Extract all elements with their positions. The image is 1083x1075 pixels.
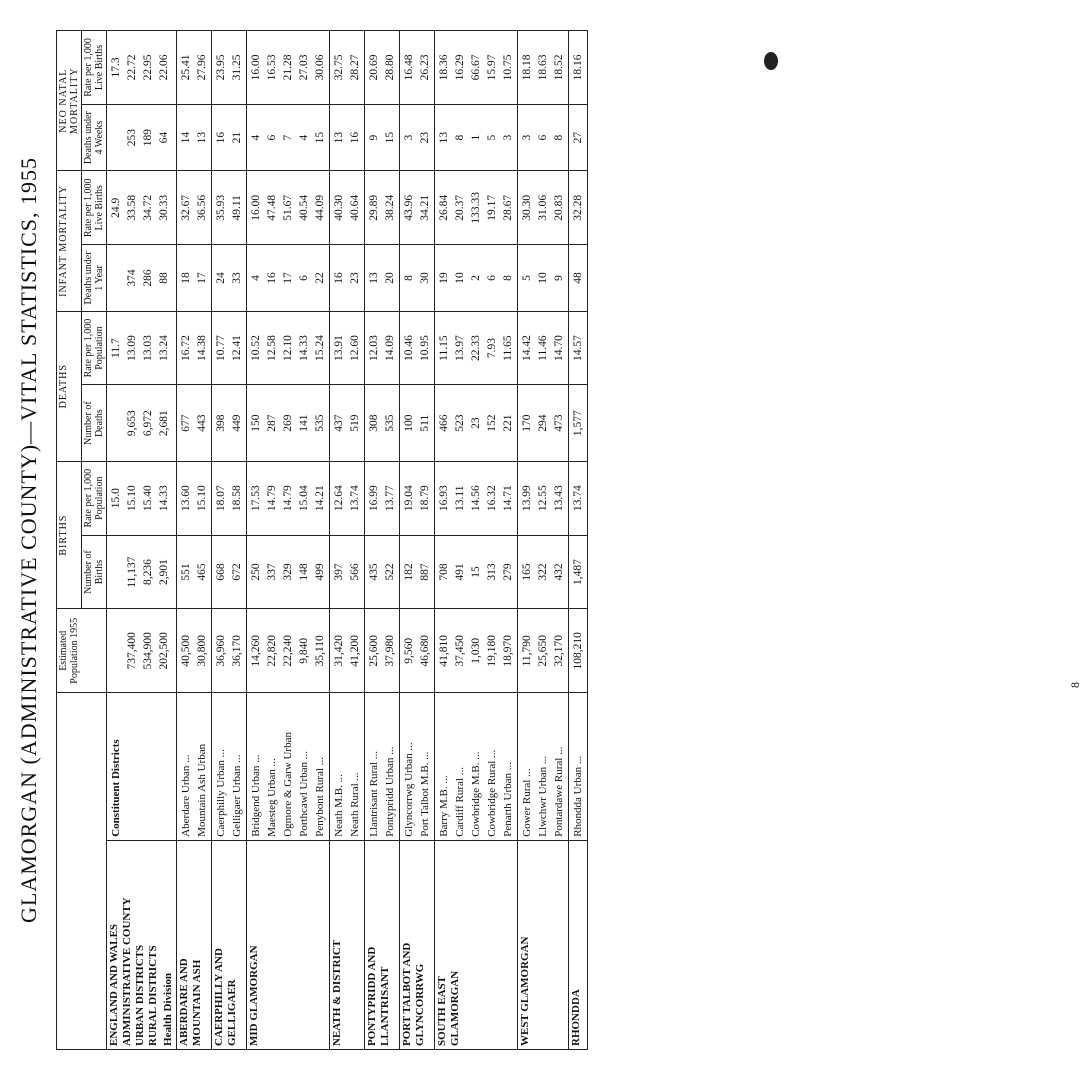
population-cell: 11,790 25,650 32,170 xyxy=(518,609,569,693)
death-rate-cell: 12.03 14.09 xyxy=(365,311,400,385)
births-cell: 708 491 15 313 279 xyxy=(435,535,518,609)
population-cell: 41,810 37,450 1,030 19,180 18,970 xyxy=(435,609,518,693)
health-division-subheading: Health Division xyxy=(162,972,174,1046)
health-division-label: WEST GLAMORGAN xyxy=(519,936,531,1046)
births-rate-header: Rate per 1,000 Population xyxy=(82,461,107,535)
table-row xyxy=(212,31,247,1050)
constituent-district-cell: Glyncorrwg Urban ... Port Talbot M.B. ... xyxy=(400,693,435,841)
infant-rate-cell: 16.00 47.48 51.67 40.54 44.09 xyxy=(247,171,330,245)
constituent-district-cell: Aberdare Urban ... Mountain Ash Urban xyxy=(177,693,212,841)
death-rate-cell: 14.42 11.46 14.70 xyxy=(518,311,569,385)
births-cell: 182 887 xyxy=(400,535,435,609)
health-division-label: ENGLAND AND WALES ADMINISTRATIVE COUNTY URBAN DISTRICTS RURAL DISTRICTS xyxy=(108,897,159,1046)
infant-rate-cell: 29.89 38.24 xyxy=(365,171,400,245)
neo-deaths-cell: 3 6 8 xyxy=(518,104,569,170)
infant-deaths-cell: 4 16 17 6 22 xyxy=(247,245,330,311)
table-row xyxy=(518,31,569,1050)
health-division-label: SOUTH EAST GLAMORGAN xyxy=(436,970,461,1046)
death-rate-cell: 10.77 12.41 xyxy=(212,311,247,385)
infant-deaths-header: Deaths under 1 Year xyxy=(82,245,107,311)
population-header: Estimated Population 1955 xyxy=(57,609,107,693)
health-division-cell xyxy=(212,840,247,1049)
table-row xyxy=(330,31,365,1050)
neo-deaths-cell: 4 6 7 4 15 xyxy=(247,104,330,170)
table-row xyxy=(177,31,212,1050)
infant-deaths-cell: 16 23 xyxy=(330,245,365,311)
death-rate-cell: 10.46 10.95 xyxy=(400,311,435,385)
health-division-label: CAERPHILLY AND GELLIGAER xyxy=(213,948,238,1046)
health-division-label: RHONDDA xyxy=(570,989,582,1046)
death-rate-cell: 13.91 12.60 xyxy=(330,311,365,385)
births-cell: 1,487 xyxy=(569,535,588,609)
infant-deaths-cell: 24 33 xyxy=(212,245,247,311)
page-title: GLAMORGAN (ADMINISTRATIVE COUNTY)—VITAL STATISTICS, 1955 xyxy=(16,157,41,924)
table-row xyxy=(569,31,588,1050)
infant-rate-cell: 43.96 34.21 xyxy=(400,171,435,245)
health-division-label: MID GLAMORGAN xyxy=(248,945,260,1046)
infant-rate-cell: 30.30 31.06 20.83 xyxy=(518,171,569,245)
infant-rate-cell: 26.84 20.37 133.33 19.17 28.67 xyxy=(435,171,518,245)
table-body xyxy=(107,31,588,1050)
birth-rate-cell: 19.04 18.79 xyxy=(400,461,435,535)
health-division-cell xyxy=(330,840,365,1049)
deaths-cell: 150 287 269 141 535 xyxy=(247,385,330,461)
births-number-header: Number of Births xyxy=(82,535,107,609)
infant-deaths-cell: 13 20 xyxy=(365,245,400,311)
deaths-cell: 100 511 xyxy=(400,385,435,461)
birth-rate-cell: 15.0 15.10 15.40 14.33 xyxy=(107,461,177,535)
births-cell: 435 522 xyxy=(365,535,400,609)
neo-rate-cell: 25.41 27.96 xyxy=(177,31,212,105)
deaths-header: DEATHS xyxy=(57,311,82,461)
deaths-number-header: Number of Deaths xyxy=(82,385,107,461)
health-division-label: PONTYPRIDD AND LLANTRISANT xyxy=(366,946,391,1046)
infant-rate-cell: 40.30 40.64 xyxy=(330,171,365,245)
constituent-district-cell: Llantrisant Rural ... Pontypridd Urban ... xyxy=(365,693,400,841)
neo-deaths-cell: 14 13 xyxy=(177,104,212,170)
neo-rate-cell: 20.69 28.80 xyxy=(365,31,400,105)
neo-rate-cell: 18.18 18.63 18.52 xyxy=(518,31,569,105)
deaths-cell: 1,577 xyxy=(569,385,588,461)
deaths-rate-header: Rate per 1,000 Population xyxy=(82,311,107,385)
health-division-cell xyxy=(569,840,588,1049)
infant-deaths-cell: 5 10 9 xyxy=(518,245,569,311)
health-division-label: ABERDARE AND MOUNTAIN ASH xyxy=(178,958,203,1046)
deaths-cell: 398 449 xyxy=(212,385,247,461)
birth-rate-cell: 12.64 13.74 xyxy=(330,461,365,535)
birth-rate-cell: 16.93 13.11 14.56 16.32 14.71 xyxy=(435,461,518,535)
neonatal-deaths-header: Deaths under 4 Weeks xyxy=(82,104,107,170)
vital-statistics-table xyxy=(56,30,588,1050)
health-division-cell xyxy=(365,840,400,1049)
death-rate-cell: 16.72 14.38 xyxy=(177,311,212,385)
deaths-cell: 308 535 xyxy=(365,385,400,461)
district-header xyxy=(57,693,107,1050)
birth-rate-cell: 17.53 14.79 14.79 15.04 14.21 xyxy=(247,461,330,535)
death-rate-cell: 14.57 xyxy=(569,311,588,385)
infant-rate-cell: 24.9 33.58 34.72 30.33 xyxy=(107,171,177,245)
neo-deaths-cell: 13 16 xyxy=(330,104,365,170)
population-cell: 25,600 37,980 xyxy=(365,609,400,693)
deaths-cell: 677 443 xyxy=(177,385,212,461)
health-division-cell xyxy=(400,840,435,1049)
health-division-label: PORT TALBOT AND GLYNCORRWG xyxy=(401,942,426,1046)
population-cell: 14,260 22,820 22,240 9,840 35,110 xyxy=(247,609,330,693)
population-cell: 108,210 xyxy=(569,609,588,693)
population-cell: 40,500 30,800 xyxy=(177,609,212,693)
death-rate-cell: 10.52 12.58 12.10 14.33 15.24 xyxy=(247,311,330,385)
births-cell: 11,137 8,236 2,901 xyxy=(107,535,177,609)
births-cell: 165 322 432 xyxy=(518,535,569,609)
birth-rate-cell: 18.07 18.58 xyxy=(212,461,247,535)
birth-rate-cell: 13.74 xyxy=(569,461,588,535)
birth-rate-cell: 13.99 12.55 13.43 xyxy=(518,461,569,535)
births-header: BIRTHS xyxy=(57,461,82,609)
death-rate-cell: 11.7 13.09 13.03 13.24 xyxy=(107,311,177,385)
infant-deaths-cell: 19 10 2 6 8 xyxy=(435,245,518,311)
neo-deaths-cell: 253 189 64 xyxy=(107,104,177,170)
infant-deaths-cell: 8 30 xyxy=(400,245,435,311)
health-division-cell xyxy=(107,840,177,1049)
neo-rate-cell: 16.48 26.23 xyxy=(400,31,435,105)
constituent-district-cell: Barry M.B. ... Cardiff Rural ... Cowbridge M.B. ... Cowbridge Rural ... Penarth Urban ... xyxy=(435,693,518,841)
infant-rate-header: Rate per 1,000 Live Births xyxy=(82,171,107,245)
population-cell: 9,560 46,680 xyxy=(400,609,435,693)
constituent-district-cell: Bridgend Urban ... Maesteg Urban ... Ogmore & Garw Urban Porthcawl Urban ... Penybont Rural ... xyxy=(247,693,330,841)
neo-rate-cell: 18.36 16.29 66.67 15.97 10.75 xyxy=(435,31,518,105)
infant-deaths-cell: 18 17 xyxy=(177,245,212,311)
table-row xyxy=(247,31,330,1050)
infant-rate-cell: 32.67 36.56 xyxy=(177,171,212,245)
constituent-district-cell: Gower Rural ... Llwchwr Urban ... Pontardawe Rural ... xyxy=(518,693,569,841)
neonatal-mortality-header: NEO NATAL MORTALITY xyxy=(57,31,82,171)
birth-rate-cell: 13.60 15.10 xyxy=(177,461,212,535)
constituent-district-cell: Neath M.B. ... Neath Rural ... xyxy=(330,693,365,841)
neo-deaths-cell: 16 21 xyxy=(212,104,247,170)
population-cell: 36,960 36,170 xyxy=(212,609,247,693)
population-cell: 737,400 534,900 202,500 xyxy=(107,609,177,693)
neo-deaths-cell: 27 xyxy=(569,104,588,170)
health-division-cell xyxy=(435,840,518,1049)
constituent-district-cell: Rhondda Urban ... xyxy=(569,693,588,841)
births-cell: 551 465 xyxy=(177,535,212,609)
health-division-cell xyxy=(247,840,330,1049)
deaths-cell: 466 523 23 152 221 xyxy=(435,385,518,461)
births-cell: 397 566 xyxy=(330,535,365,609)
page-number: 8 xyxy=(1068,682,1082,688)
neo-rate-cell: 18.16 xyxy=(569,31,588,105)
neo-rate-cell: 32.75 28.27 xyxy=(330,31,365,105)
rotated-table-page xyxy=(16,20,1082,1060)
neo-rate-cell: 17.3 22.72 22.95 22.06 xyxy=(107,31,177,105)
health-division-label: NEATH & DISTRICT xyxy=(331,939,343,1046)
neo-rate-cell: 23.95 31.25 xyxy=(212,31,247,105)
infant-deaths-cell: 48 xyxy=(569,245,588,311)
table-row xyxy=(400,31,435,1050)
death-rate-cell: 11.15 13.97 22.33 7.93 11.65 xyxy=(435,311,518,385)
neo-rate-cell: 16.00 16.53 21.28 27.03 30.06 xyxy=(247,31,330,105)
neo-deaths-cell: 13 8 1 5 3 xyxy=(435,104,518,170)
table-row xyxy=(435,31,518,1050)
infant-mortality-header: INFANT MORTALITY xyxy=(57,171,82,311)
neonatal-rate-header: Rate per 1,000 Live Births xyxy=(82,31,107,105)
neo-deaths-cell: 3 23 xyxy=(400,104,435,170)
table-row xyxy=(365,31,400,1050)
infant-deaths-cell: 374 286 88 xyxy=(107,245,177,311)
population-cell: 31,420 41,200 xyxy=(330,609,365,693)
deaths-cell: 437 519 xyxy=(330,385,365,461)
health-division-cell xyxy=(177,840,212,1049)
birth-rate-cell: 16.99 13.77 xyxy=(365,461,400,535)
header-row-groups xyxy=(57,31,82,1050)
deaths-cell: 9,653 6,972 2,681 xyxy=(107,385,177,461)
infant-rate-cell: 32.28 xyxy=(569,171,588,245)
births-cell: 250 337 329 148 499 xyxy=(247,535,330,609)
health-division-cell xyxy=(518,840,569,1049)
infant-rate-cell: 35.93 49.11 xyxy=(212,171,247,245)
constituent-district-cell: Constituent Districts xyxy=(107,693,177,841)
constituent-district-cell: Caerphilly Urban ... Gelligaer Urban ... xyxy=(212,693,247,841)
table-row xyxy=(107,31,177,1050)
births-cell: 668 672 xyxy=(212,535,247,609)
deaths-cell: 170 294 473 xyxy=(518,385,569,461)
neo-deaths-cell: 9 15 xyxy=(365,104,400,170)
